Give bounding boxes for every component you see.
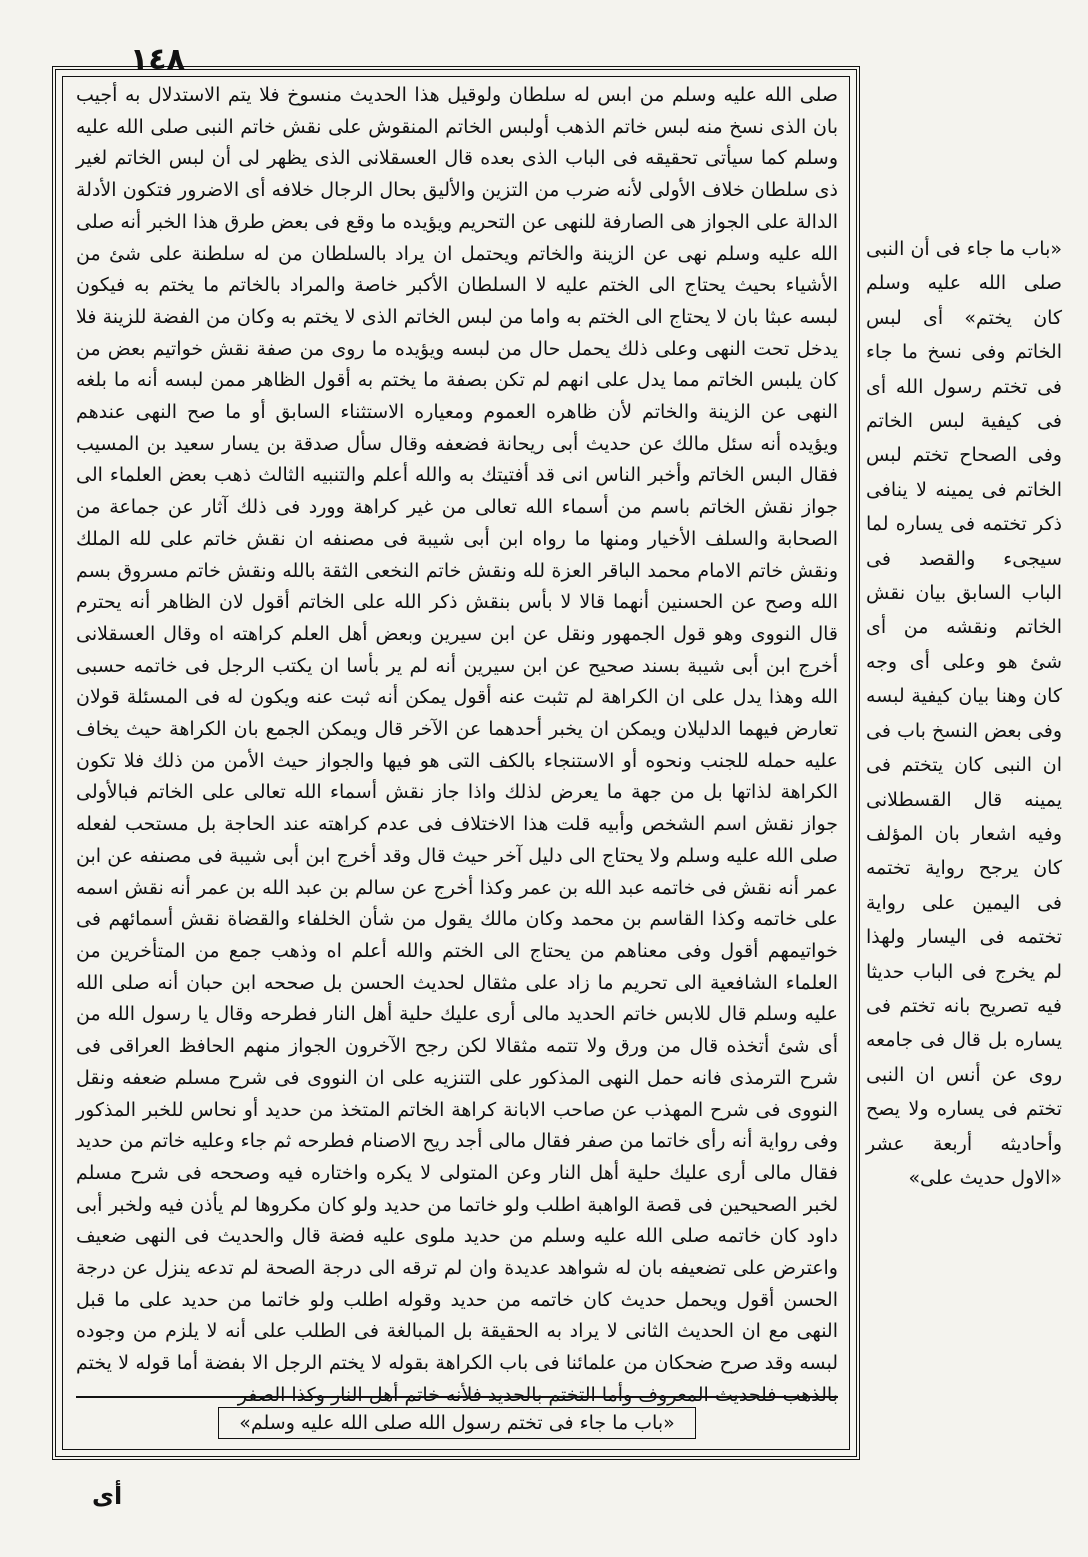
main-text-block bbox=[76, 80, 838, 1406]
section-heading-row bbox=[76, 1404, 838, 1442]
section-heading: «باب ما جاء فى تختم رسول الله صلى الله عليه وسلم» bbox=[218, 1407, 696, 1439]
catchword: أى bbox=[92, 1482, 123, 1510]
section-divider bbox=[76, 1396, 838, 1398]
main-text-paragraph: صلى الله عليه وسلم من ابس له سلطان ولوقيل هذا الحديث منسوخ فلا يتم الاستدلال به أجيب بان الذى نسخ منه لبس خاتم الذهب أولبس الخاتم المنقوش على نقش خاتم النبى صلى الله عليه وسلم كما سيأتى تحقيقه فى الباب الذى بعده قال العسقلانى الذى يظهر لى أن لبس الخاتم لغير ذى سلطان خلاف الأولى لأنه ضرب من التزين والأليق بحال الرجال خلافه أى الاضرور فتكون الأدلة الدالة على الجواز هى الصارفة للنهى عن التحريم ويؤيده ما وقع فى بعض طرق هذا الخبر أنه صلى الله عليه وسلم نهى عن الزينة والخاتم ويحتمل ان يراد بالسلطان من له سلطنة على شئ من الأشياء بحيث يحتاج الى الختم عليه لا السلطان الأكبر خاصة والمراد بالخاتم ما يختم به فيكون لبسه عبثا بان لا يحتاج الى الختم به واما من لبس الخاتم الذى لا يختم به وكان من الفضة للزينة فلا يدخل تحت النهى وعلى ذلك يحمل حال من لبسه ويؤيده ما روى من صفة نقش خواتيم بعض من كان يلبس الخاتم مما يدل على انهم لم تكن بصفة ما يختم به أقول الظاهر ممن لبسه أنه ما بلغه النهى عن الزينة والخاتم لأن ظاهره العموم ومعياره الاستثناء السابق أو ما صح النهى عندهم ويؤيده أنه سئل مالك عن حديث أبى ريحانة فضعفه وقال سأل صدقة بن يسار سعيد بن المسيب فقال البس الخاتم وأخبر الناس انى قد أفتيتك به والله أعلم والتنبيه الثالث ذهب بعض العلماء الى جواز نقش الخاتم باسم من أسماء الله تعالى من غير كراهة وورد فى ذلك آثار عن جماعة من الصحابة والسلف الأخيار ومنها ما رواه ابن أبى شيبة فى مصنفه ان نقش خاتم على لله الملك ونقش خاتم الامام محمد الباقر العزة لله ونقش خاتم النخعى الثقة بالله ونقش خاتم مسروق بسم الله وصح عن الحسنين أنهما قالا لا بأس بنقش ذكر الله على الخاتم أقول لان الظاهر أنه يحترم قال النووى وهو قول الجمهور ونقل عن ابن سيرين وبعض أهل العلم كراهته اه وقال العسقلانى أخرج ابن أبى شيبة بسند صحيح عن ابن سيرين أنه لم ير بأسا ان يكتب الرجل فى خاتمه حسبى الله وهذا يدل على ان الكراهة لم تثبت عنه أقول يمكن أنه ثبت عنه ويكون له فى المسئلة قولان تعارض فيهما الدليلان ويمكن ان يخبر أحدهما عن الآخر قال ويمكن الجمع بان الكراهة حيث يخاف عليه حمله للجنب ونحوه أو الاستنجاء بالكف التى هو فيها والجواز حيث الأمن من ذلك فلا تكون الكراهة لذاتها بل من جهة ما يعرض لذلك واذا جاز نقش أسماء الله تعالى على الخاتم فبالأولى جواز نقش اسم الشخص وأبيه قلت هذا الاختلاف فى عدم كراهته عند الحاجة بل مستحب لفعله صلى الله عليه وسلم ولا يحتاج الى دليل آخر حيث قال وقد أخرج ابن أبى شيبة فى مصنفه عن ابن عمر أنه نقش فى خاتمه عبد الله بن عمر وكذا أخرج عن سالم بن عبد الله بن عمر أنه نقش اسمه على خاتمه وكذا القاسم بن محمد وكان مالك يقول من شأن الخلفاء والقضاة نقش أسمائهم فى خواتيمهم أقول وفى معناهم من يحتاج الى الختم والله أعلم اه وذهب جمع من المتأخرين من العلماء الشافعية الى تحريم ما زاد على مثقال لحديث الحسن بل صححه ابن حبان أنه صلى الله عليه وسلم قال للابس خاتم الحديد مالى أرى عليك حلية أهل النار فطرحه وقال يا رسول الله من أى شئ أتخذه قال من ورق ولا تتمه مثقالا لكن رجح الآخرون الجواز منهم الحافظ العراقى فى شرح الترمذى فانه حمل النهى المذكور على التنزيه على ان النووى فى شرح مسلم ضعفه ونقل النووى فى شرح المهذب عن صاحب الابانة كراهة الخاتم المتخذ من حديد أو نحاس للخبر المذكور وفى رواية أنه رأى خاتما من صفر فقال مالى أجد ريح الاصنام فطرحه ثم جاء وعليه خاتم من حديد فقال مالى أرى عليك حلية أهل النار وعن المتولى لا يكره واختاره فيه وصححه فى شرح مسلم لخبر الصحيحين فى قصة الواهبة اطلب ولو خاتما من حديد ولو كان مكروها لم يأذن فيه ولخبر أبى داود كان خاتمه صلى الله عليه وسلم من حديد ملوى عليه فضة قال والحديث فى النهى ضعيف واعترض على تضعيفه بان له شواهد عديدة وان لم ترقه الى درجة الصحة لم تدعه ينزل عن درجة الحسن أقول ويحمل حديث كان خاتمه من حديد وقوله اطلب ولو خاتما من حديد على ما قبل النهى مع ان الحديث الثانى لا يراد به الحقيقة بل المبالغة فى الطلب على أنه لا يلزم من وجوده لبسه وقد صرح ضحكان من علمائنا فى باب الكراهة بقوله لا يختم الرجل الا بفضة أما قوله لا يختم بالذهب فلحديث المعروف وأما التختم بالحديد فلأنه خاتم أهل النار وكذا الصفر bbox=[76, 84, 838, 1406]
margin-note-column bbox=[866, 232, 1062, 1189]
margin-note-text: «باب ما جاء فى أن النبى صلى الله عليه وسلم كان يختم» أى لبس الخاتم وفى نسخ ما جاء فى تختم رسول الله أى فى كيفية لبس الخاتم وفى الصحاح تختم لبس الخاتم فى يمينه لا ينافى ذكر تختمه فى يساره لما سيجىء والقصد فى الباب السابق بيان نقش الخاتم ونقشه من أى شئ هو وعلى أى وجه كان وهنا بيان كيفية لبسه وفى بعض النسخ باب فى ان النبى كان يتختم فى يمينه قال القسطلانى وفيه اشعار بان المؤلف كان يرجح رواية تختمه فى اليمين على رواية تختمه فى اليسار ولهذا لم يخرج فى الباب حديثا فيه تصريح بانه تختم فى يساره بل قال فى جامعه روى عن أنس ان النبى تختم فى يساره ولا يصح وأحاديثه أربعة عشر «الاول حديث على» bbox=[866, 238, 1062, 1189]
page-number: ١٤٨ bbox=[130, 42, 185, 77]
